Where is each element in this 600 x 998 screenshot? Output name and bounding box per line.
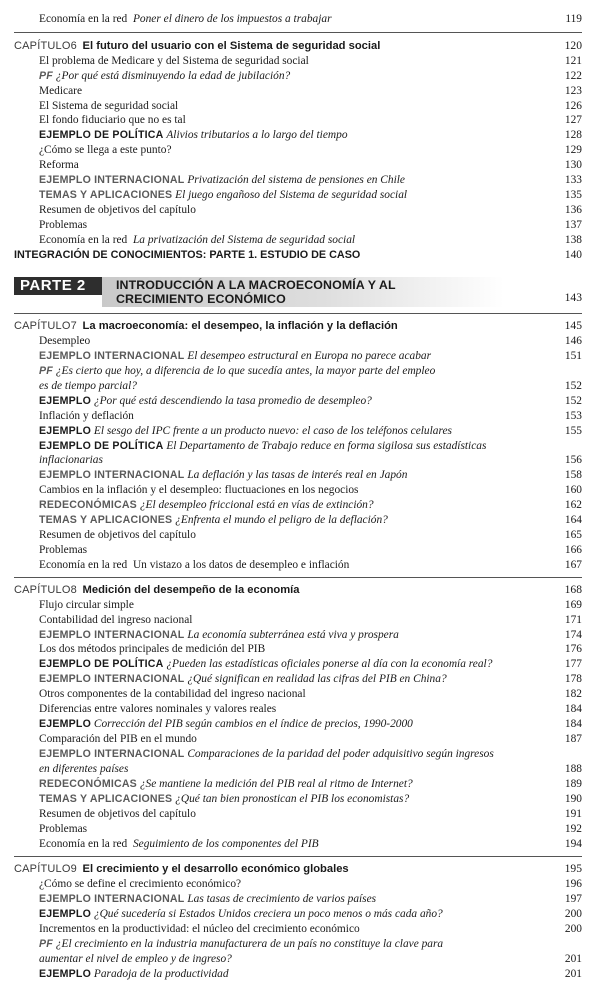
toc-entry[interactable]: TEMAS Y APLICACIONES El juego engañoso del Sistema de seguridad social 135: [39, 189, 582, 201]
entry-tag: EJEMPLO DE POLÍTICA: [39, 129, 164, 141]
chapter-6-heading[interactable]: [14, 39, 582, 53]
toc-entry[interactable]: Cambios en la inflación y el desempleo: fluctuaciones en los negocios 160: [39, 484, 582, 496]
toc-entry-continued[interactable]: inflacionarias 156: [39, 454, 582, 466]
chapter-label: CAPÍTULO: [14, 40, 71, 52]
toc-entry-continued[interactable]: es de tiempo parcial? 152: [39, 380, 582, 392]
toc-entry[interactable]: Problemas 192: [39, 823, 582, 835]
toc-entry[interactable]: Los dos métodos principales de medición del PIB 176: [39, 643, 582, 655]
part-badge: PARTE 2: [14, 277, 102, 295]
toc-entry[interactable]: EJEMPLO INTERNACIONAL La economía subterránea está viva y prospera 174: [39, 629, 582, 641]
toc-entry[interactable]: PF ¿Es cierto que hoy, a diferencia de lo que sucedía antes, la mayor parte del empleo: [39, 365, 436, 377]
chapter-number: 6: [70, 40, 77, 52]
toc-entry[interactable]: Inflación y deflación 153: [39, 410, 582, 422]
entry-tag: EJEMPLO INTERNACIONAL: [39, 174, 185, 186]
toc-entry[interactable]: EJEMPLO INTERNACIONAL Privatización del sistema de pensiones en Chile 133: [39, 174, 582, 186]
toc-entry[interactable]: EJEMPLO DE POLÍTICA Alivios tributarios a lo largo del tiempo 128: [39, 129, 582, 141]
page-number: 120: [564, 39, 582, 52]
section-divider: [14, 313, 582, 314]
chapter-title: El futuro del usuario con el Sistema de seguridad social: [82, 40, 381, 52]
toc-entry-continued[interactable]: aumentar el nivel de empleo y de ingreso? 201: [39, 953, 582, 965]
toc-entry[interactable]: Economía en la red Un vistazo a los datos de desempleo e inflación 167: [39, 559, 582, 571]
toc-entry[interactable]: Contabilidad del ingreso nacional 171: [39, 614, 582, 626]
toc-entry[interactable]: El fondo fiduciario que no es tal 127: [39, 114, 582, 126]
toc-entry[interactable]: Comparación del PIB en el mundo 187: [39, 733, 582, 745]
toc-entry[interactable]: Economía en la red La privatización del Sistema de seguridad social 138: [39, 234, 582, 246]
toc-entry[interactable]: Economía en la red Seguimiento de los componentes del PIB 194: [39, 838, 582, 850]
toc-entry[interactable]: EJEMPLO INTERNACIONAL ¿Qué significan en realidad las cifras del PIB en China? 178: [39, 673, 582, 685]
toc-entry[interactable]: EJEMPLO DE POLÍTICA El Departamento de Trabajo reduce en forma sigilosa sus estadísticas: [39, 440, 487, 452]
toc-entry[interactable]: PF ¿Por qué está disminuyendo la edad de jubilación? 122: [39, 70, 582, 82]
toc-entry[interactable]: EJEMPLO Corrección del PIB según cambios en el índice de precios, 1990-2000 184: [39, 718, 582, 730]
page-number: 143: [564, 291, 582, 304]
part-2-banner[interactable]: [14, 276, 582, 306]
chapter-7-heading[interactable]: CAPÍTULO7 La macroeconomía: el desempeo, la inflación y la deflación 145: [14, 319, 582, 332]
integration-case-study[interactable]: INTEGRACIÓN DE CONOCIMIENTOS: PARTE 1. ESTUDIO DE CASO 140: [14, 249, 582, 261]
toc-entry[interactable]: [14, 12, 582, 26]
toc-entry[interactable]: EJEMPLO ¿Por qué está descendiendo la tasa promedio de desempleo? 152: [39, 395, 582, 407]
toc-entry[interactable]: EJEMPLO INTERNACIONAL La deflación y las tasas de interés real en Japón 158: [39, 469, 582, 481]
entry-title: Poner el dinero de los impuestos a trabajar: [132, 13, 332, 25]
section-divider: [14, 856, 582, 857]
page-number: 119: [565, 13, 582, 25]
entry-tag: PF: [39, 70, 53, 82]
toc-entry[interactable]: EJEMPLO INTERNACIONAL Comparaciones de la paridad del poder adquisitivo según ingresos: [39, 748, 494, 760]
chapter-9-heading[interactable]: CAPÍTULO9 El crecimiento y el desarrollo económico globales 195: [14, 862, 582, 875]
toc-entry[interactable]: REDECONÓMICAS ¿Se mantiene la medición del PIB real al ritmo de Internet? 189: [39, 778, 582, 790]
toc-entry[interactable]: Medicare 123: [39, 85, 582, 97]
toc-entry[interactable]: Flujo circular simple 169: [39, 599, 582, 611]
toc-entry[interactable]: EJEMPLO INTERNACIONAL Las tasas de crecimiento de varios países 197: [39, 893, 582, 905]
toc-entry[interactable]: EJEMPLO INTERNACIONAL El desempeo estructural en Europa no parece acabar 151: [39, 350, 582, 362]
toc-entry[interactable]: Otros componentes de la contabilidad del ingreso nacional 182: [39, 688, 582, 700]
toc-entry[interactable]: Resumen de objetivos del capítulo 191: [39, 808, 582, 820]
toc-entry[interactable]: EJEMPLO El sesgo del IPC frente a un producto nuevo: el caso de los teléfonos celulares 155: [39, 425, 582, 437]
toc-entry[interactable]: Problemas 166: [39, 544, 582, 556]
toc-entry[interactable]: REDECONÓMICAS ¿El desempleo friccional está en vías de extinción? 162: [39, 499, 582, 511]
toc-entry[interactable]: El Sistema de seguridad social 126: [39, 100, 582, 112]
toc-entry[interactable]: TEMAS Y APLICACIONES ¿Qué tan bien pronostican el PIB los economistas? 190: [39, 793, 582, 805]
toc-entry[interactable]: EJEMPLO ¿Qué sucedería si Estados Unidos creciera un poco menos o más cada año? 200: [39, 908, 582, 920]
toc-entry[interactable]: El problema de Medicare y del Sistema de seguridad social 121: [39, 55, 582, 67]
section-divider: [14, 577, 582, 578]
toc-entry[interactable]: Reforma 130: [39, 159, 582, 171]
toc-entry[interactable]: EJEMPLO Paradoja de la productividad 201: [39, 968, 582, 980]
section-divider: [14, 32, 582, 33]
toc-entry-continued[interactable]: en diferentes países 188: [39, 763, 582, 775]
toc-entry[interactable]: ¿Cómo se llega a este punto? 129: [39, 144, 582, 156]
toc-entry[interactable]: Diferencias entre valores nominales y valores reales 184: [39, 703, 582, 715]
toc-entry[interactable]: PF ¿El crecimiento en la industria manufacturera de un país no constituye la clave para: [39, 938, 444, 950]
toc-entry[interactable]: Resumen de objetivos del capítulo 165: [39, 529, 582, 541]
toc-entry[interactable]: Problemas 137: [39, 219, 582, 231]
toc-entry[interactable]: Desempleo 146: [39, 335, 582, 347]
toc-entry[interactable]: Resumen de objetivos del capítulo 136: [39, 204, 582, 216]
toc-entry[interactable]: EJEMPLO DE POLÍTICA ¿Pueden las estadísticas oficiales ponerse al día con la economía real? 177: [39, 658, 582, 670]
toc-entry[interactable]: TEMAS Y APLICACIONES ¿Enfrenta el mundo el peligro de la deflación? 164: [39, 514, 582, 526]
toc-entry[interactable]: ¿Cómo se define el crecimiento económico? 196: [39, 878, 582, 890]
entry-tag: TEMAS Y APLICACIONES: [39, 189, 173, 201]
chapter-8-heading[interactable]: CAPÍTULO8 Medición del desempeño de la economía 168: [14, 583, 582, 596]
entry-label: Economía en la red: [39, 13, 128, 25]
part-title: INTRODUCCIÓN A LA MACROECONOMÍA Y AL CRECIMIENTO ECONÓMICO: [102, 277, 504, 307]
toc-entry[interactable]: Incrementos en la productividad: el núcleo del crecimiento económico 200: [39, 923, 582, 935]
